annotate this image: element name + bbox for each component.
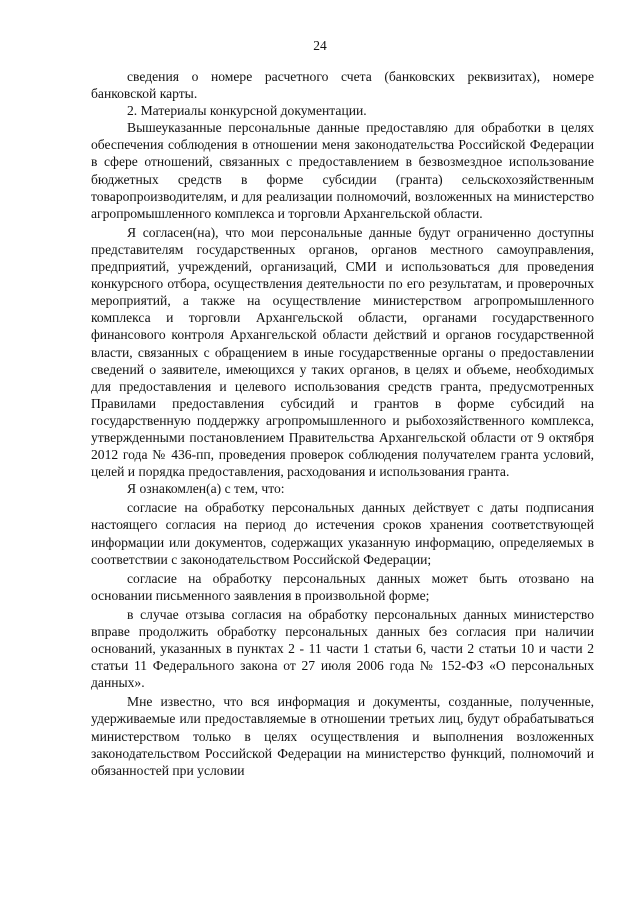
paragraph-processing-after-revocation: в случае отзыва согласия на обработку персональных данных министерство вправе продолжить обработку персональных данных без согласия при наличии оснований, указанных в пунктах 2 - 11 части 1 статьи 6, части 2 статьи 10 и части 2 статьи 11 Федерального закона от 27 июля 2006 года № 152-ФЗ «О персональных данных».: [91, 606, 594, 691]
page-number: 24: [313, 38, 327, 53]
paragraph-bank-details: сведения о номере расчетного счета (банковских реквизитах), номере банковской карты.: [91, 69, 594, 102]
paragraph-consent-access: Я согласен(на), что мои персональные данные будут ограниченно доступны представителям государственных органов, органов местного самоуправления, предприятий, учреждений, организаций, СМИ и использоваться для проведения конкурсного отбора, осуществления деятельности по его результатам, и проверочных мероприятий, а также на осуществление министерством агропромышленного комплекса и торговли Архангельской области, органами государственного финансового контроля Архангельской области действий и органов государственной власти, связанных с обращением в иные государственные органы о предоставлении сведений о заявителе, имеющихся у таких органов, в целях и объеме, необходимых для предоставления и целевого использования средств гранта, предусмотренных Правилами предоставления субсидий и грантов в форме субсидий на государственную поддержку агропромышленного и рыбохозяйственного комплекса, утвержденными постановлением Правительства Архангельской области от 9 октября 2012 года № 436-пп, проведения проверок соблюдения получателем гранта условий, целей и порядка предоставления, расходования и использования гранта.: [91, 224, 594, 480]
paragraph-consent-duration: согласие на обработку персональных данных действует с даты подписания настоящего согласия на период до истечения сроков хранения соответствующей информации или документов, содержащих указанную информацию, определяемых в соответствии с законодательством Российской Федерации;: [91, 500, 594, 567]
document-body: [91, 68, 594, 779]
paragraph-consent-revocation: согласие на обработку персональных данных может быть отозвано на основании письменного заявления в произвольной форме;: [91, 570, 594, 603]
paragraph-acknowledged: Я ознакомлен(а) с тем, что:: [127, 481, 285, 497]
paragraph-item-2: 2. Материалы конкурсной документации.: [127, 103, 367, 119]
paragraph-third-party-info: Мне известно, что вся информация и документы, созданные, полученные, удерживаемые или предоставляемые в отношении третьих лиц, будут обрабатываться министерством только в целях осуществления и выполнения возложенных законодательством Российской Федерации на министерство функций, полномочий и обязанностей при условии: [91, 694, 594, 778]
paragraph-purpose: Вышеуказанные персональные данные предоставляю для обработки в целях обеспечения соблюдения в отношении меня законодательства Российской Федерации в сфере отношений, связанных с предоставлением в безвозмездное использование бюджетных средств в форме субсидии (гранта) сельскохозяйственным товаропроизводителям, и для реализации полномочий, возложенных на министерство агропромышленного комплекса и торговли Архангельской области.: [91, 120, 594, 221]
